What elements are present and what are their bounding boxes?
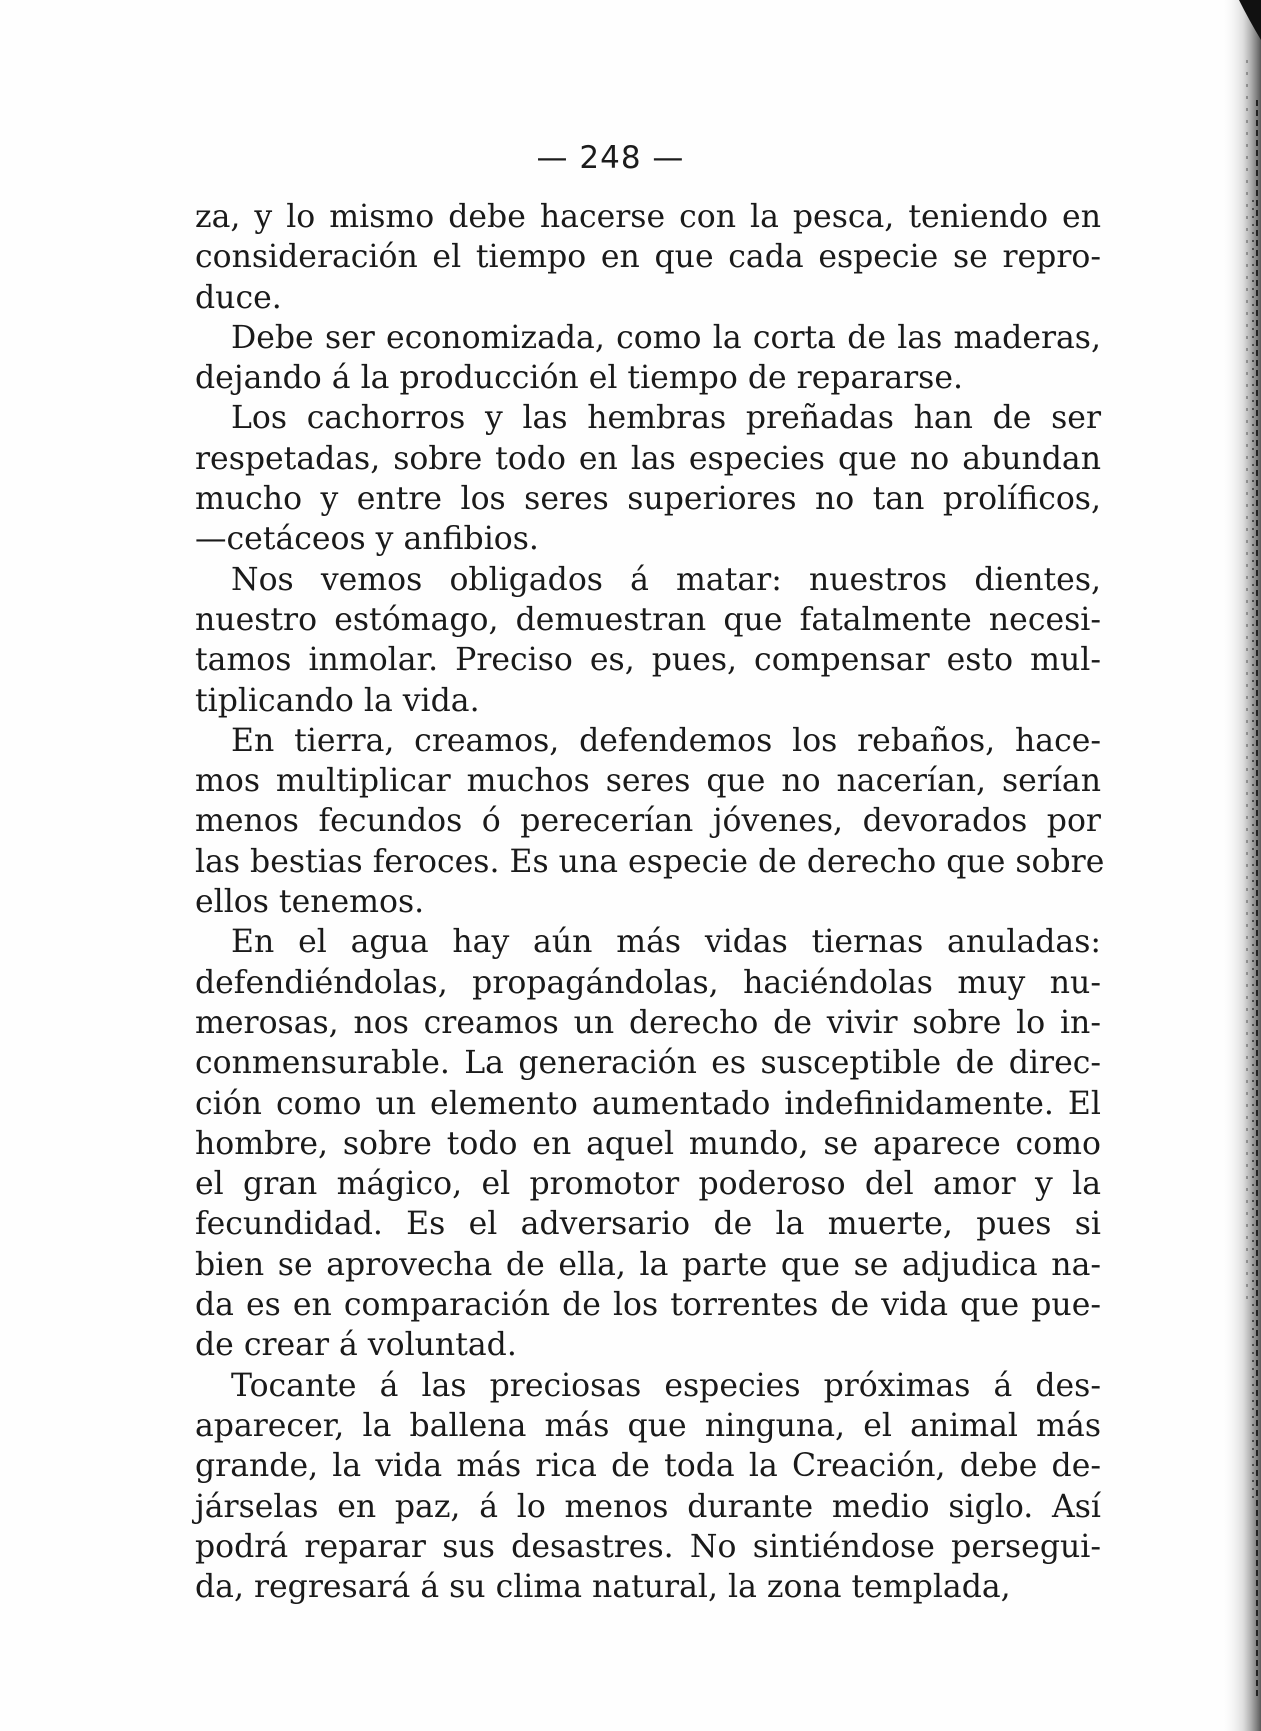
text-line: las bestias feroces. Es una especie de derecho que sobre <box>195 843 1105 880</box>
text-line: menos fecundos ó perecerían jóvenes, devorados por <box>195 803 1101 840</box>
text-line: consideración el tiempo en que cada especie se repro- <box>195 239 1101 276</box>
text-line: aparecer, la ballena más que ninguna, el animal más <box>195 1407 1101 1444</box>
text-line: tiplicando la vida. <box>195 682 480 719</box>
paragraph <box>195 721 1105 922</box>
text-line: Los cachorros y las hembras preñadas han de ser <box>231 400 1101 437</box>
paragraph <box>195 1366 1101 1608</box>
text-line: bien se aprovecha de ella, la parte que se adjudica na- <box>195 1246 1101 1283</box>
paragraph <box>195 922 1101 1365</box>
text-line: En el agua hay aún más vidas tiernas anuladas: <box>231 924 1101 961</box>
paragraph <box>195 398 1101 559</box>
text-line: merosas, nos creamos un derecho de vivir sobre lo in- <box>195 1004 1101 1041</box>
text-line: conmensurable. La generación es susceptible de direc- <box>195 1045 1101 1082</box>
text-line: járselas en paz, á lo menos durante medio siglo. Así <box>195 1488 1101 1525</box>
text-line: za, y lo mismo debe hacerse con la pesca, teniendo en <box>195 199 1101 235</box>
text-line: —cetáceos y anfibios. <box>195 521 539 558</box>
text-line: nuestro estómago, demuestran que fatalmente necesi- <box>195 601 1101 638</box>
text-line: fecundidad. Es el adversario de la muerte, pues si <box>195 1206 1101 1243</box>
paragraph <box>195 318 1101 399</box>
text-line: da es en comparación de los torrentes de vida que pue- <box>195 1287 1101 1324</box>
text-line: Debe ser economizada, como la corta de las maderas, <box>231 319 1101 356</box>
text-line: ción como un elemento aumentado indefinidamente. El <box>195 1085 1101 1122</box>
paragraph <box>195 197 1101 318</box>
text-line: da, regresará á su clima natural, la zona templada, <box>195 1569 1011 1606</box>
text-line: duce. <box>195 279 282 316</box>
text-line: tamos inmolar. Preciso es, pues, compensar esto mul- <box>195 642 1101 679</box>
text-line: mucho y entre los seres superiores no tan prolíficos, <box>195 481 1101 518</box>
text-line: de crear á voluntad. <box>195 1327 517 1364</box>
text-line: hombre, sobre todo en aquel mundo, se aparece como <box>195 1125 1101 1162</box>
text-line: En tierra, creamos, defendemos los rebaños, hace- <box>231 722 1101 759</box>
book-binding-edge <box>1221 0 1261 1731</box>
text-line: mos multiplicar muchos seres que no nacerían, serían <box>195 763 1101 800</box>
text-line: ellos tenemos. <box>195 884 425 921</box>
text-line: Nos vemos obligados á matar: nuestros dientes, <box>231 561 1101 598</box>
text-line: dejando á la producción el tiempo de repararse. <box>195 360 963 397</box>
page-number: — 248 — <box>536 140 685 176</box>
paragraph <box>195 560 1101 721</box>
text-line: podrá reparar sus desastres. No sintiéndose persegui- <box>195 1528 1101 1565</box>
text-line: grande, la vida más rica de toda la Creación, debe de- <box>195 1448 1101 1485</box>
body-text <box>195 197 1105 1607</box>
text-line: defendiéndolas, propagándolas, haciéndolas muy nu- <box>195 964 1101 1001</box>
text-line: Tocante á las preciosas especies próximas á des- <box>231 1367 1101 1404</box>
text-line: respetadas, sobre todo en las especies que no abundan <box>195 440 1101 477</box>
text-line: el gran mágico, el promotor poderoso del amor y la <box>195 1166 1101 1203</box>
